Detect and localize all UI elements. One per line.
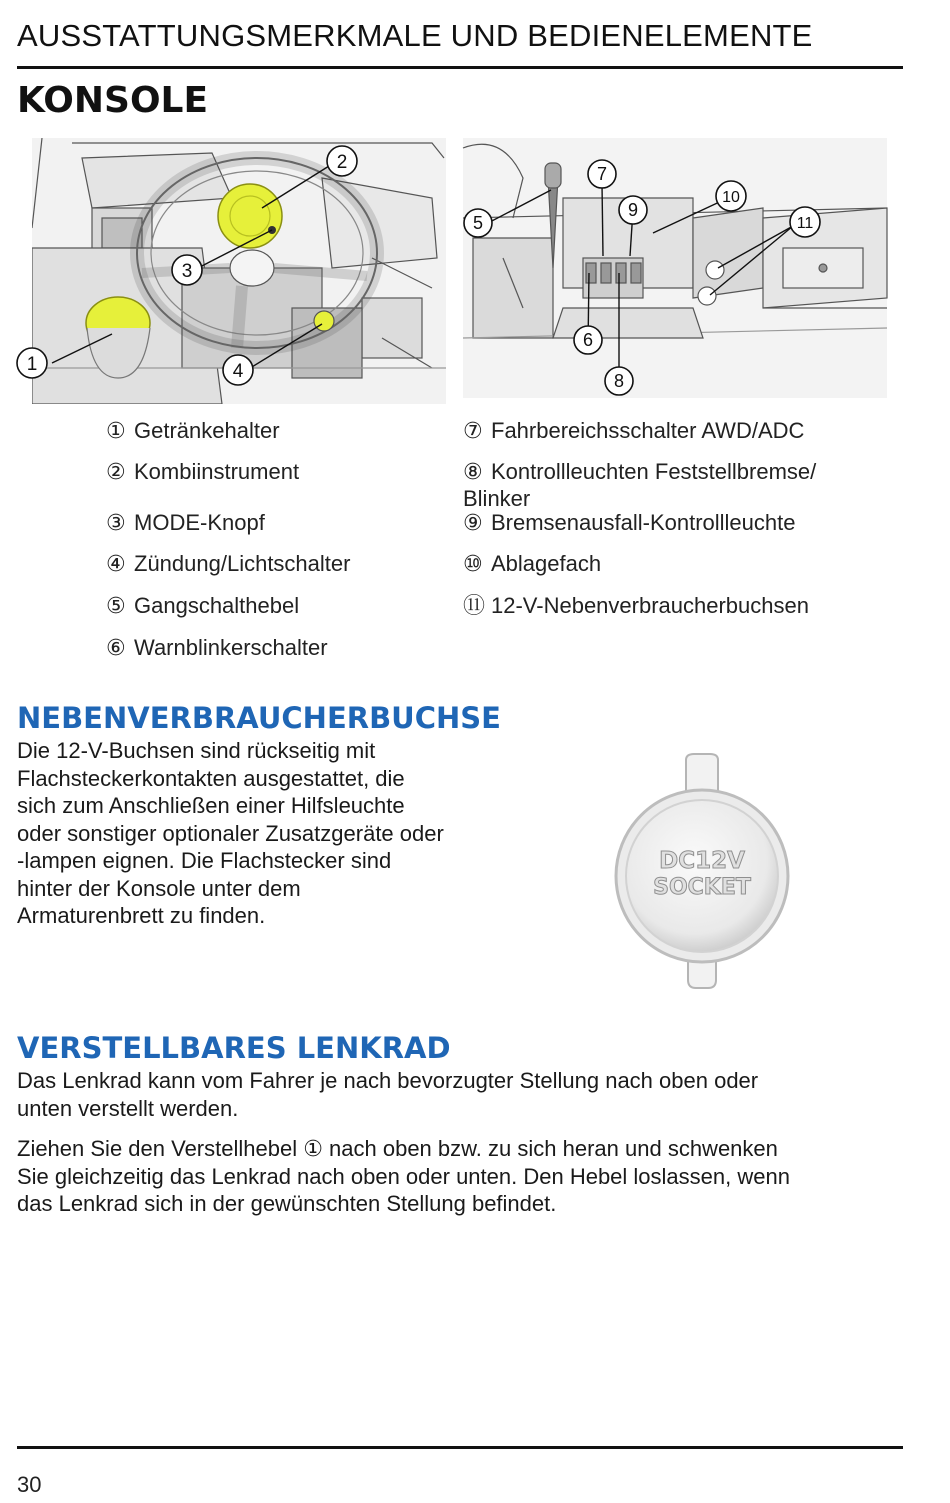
callout-8: 8 [613,371,625,391]
legend-item-6: ⑥ Warnblinkerschalter [106,635,328,660]
header-divider [17,66,903,69]
callout-11: 11 [796,215,814,232]
legend-item-4: ④ Zündung/Lichtschalter [106,551,351,576]
callout-5: 5 [472,213,484,233]
legend-item-9: ⑨ Bremsenausfall-Kontrollleuchte [463,510,796,535]
lenkrad-paragraph-2: Ziehen Sie den Verstellhebel ① nach oben bzw. zu sich heran und schwenken Sie gleichzeitig das Lenkrad nach oben oder unten. Den Hebel loslassen, wenn das Lenkrad sich in der gewünschten Stellung befindet. [17,1136,790,1216]
lenkrad-paragraph-1: Das Lenkrad kann vom Fahrer je nach bevorzugter Stellung nach oben oder unten verstellt werden. [17,1068,759,1121]
chapter-header: AUSSTATTUNGSMERKMALE UND BEDIENELEMENTE [17,18,813,53]
callout-3: 3 [181,261,193,282]
neben-paragraph: Die 12-V-Buchsen sind rückseitig mit Flachsteckerkontakten ausgestattet, die sich zum Anschließen einer Hilfsleuchte oder sonstiger optionaler Zusatzgeräte oder -lampen eignen. Die Flachstecker sind hinter der Konsole unter dem Armaturenbrett zu finden. [17,738,444,928]
dashboard-illustration [26,138,446,404]
legend-item-2: ② Kombiinstrument [106,459,300,484]
section-title: KONSOLE [17,80,209,121]
lenkrad-title: VERSTELLBARES LENKRAD [17,1031,451,1065]
legend-item-7: ⑦ Fahrbereichsschalter AWD/ADC [463,418,805,443]
socket-label-line1: DC12V [659,848,745,874]
callout-1: 1 [26,354,38,375]
console-illustration [463,138,887,398]
callout-4: 4 [232,361,244,382]
callout-2: 2 [336,152,348,173]
legend-item-3: ③ MODE-Knopf [106,510,265,535]
callout-6: 6 [582,330,594,350]
dc-socket-illustration [604,752,800,990]
page-number: 30 [17,1472,42,1497]
callout-9: 9 [627,200,639,220]
socket-label-line2: SOCKET [653,875,751,900]
legend-item-11: ⑪ 12-V-Nebenverbraucherbuchsen [463,593,809,618]
legend-item-5: ⑤ Gangschalthebel [106,593,300,618]
neben-title: NEBENVERBRAUCHERBUCHSE [17,701,501,735]
callout-7: 7 [596,164,608,184]
footer-divider [17,1446,903,1449]
legend-item-10: ⑩ Ablagefach [463,551,602,576]
callout-10: 10 [722,189,740,206]
legend-item-8: ⑧ Kontrollleuchten Feststellbremse/ Blinker [463,459,817,511]
legend-item-1: ① Getränkehalter [106,418,280,443]
